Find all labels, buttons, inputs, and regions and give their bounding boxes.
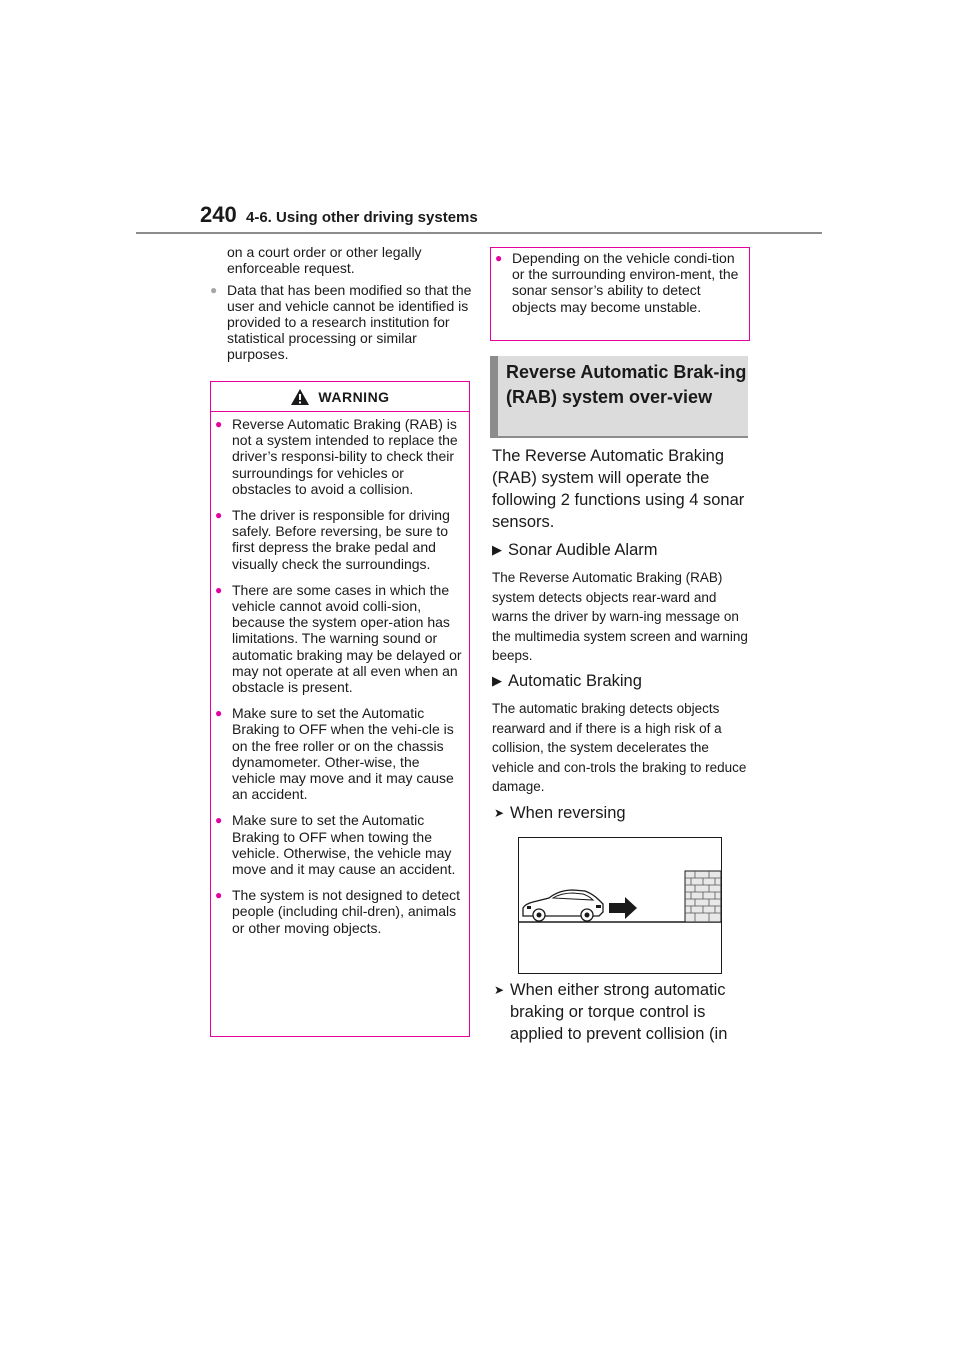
list-item (210, 282, 472, 362)
arrow-bullet-icon: ➤ (494, 983, 505, 997)
arrow-bullet-icon: ➤ (494, 806, 505, 820)
continued-text: on a court order or other legally enforceable request. (227, 244, 422, 276)
list-item (215, 507, 463, 572)
case-text: When reversing (510, 804, 626, 822)
bullet-icon: ● (215, 417, 223, 431)
warning-header (211, 382, 469, 412)
bullet-icon: ● (215, 508, 223, 523)
case-item (494, 979, 750, 1045)
function-title-braking (492, 670, 642, 692)
function-title-sonar (492, 539, 658, 561)
list-item-text: The driver is responsible for driving safely. Before reversing, be sure to first depress the brake pedal and visually check the surroundings. (232, 507, 450, 572)
list-item (215, 812, 463, 877)
list-item (215, 887, 463, 936)
list-item-text: Make sure to set the Automatic Braking to OFF when towing the vehicle. Otherwise, the vehicle may move and it may cause an accident. (232, 812, 456, 878)
bullet-icon: ● (215, 813, 223, 828)
warning-title: WARNING (318, 388, 390, 405)
wall-icon (685, 871, 721, 922)
list-item-text: Reverse Automatic Braking (RAB) is not a system intended to replace the driver’s responsi-bility to check their surroundings for vehicles or obstacles to avoid a collision. (232, 416, 458, 497)
page-number: 240 (200, 202, 237, 227)
bullet-icon: ● (495, 251, 503, 265)
triangle-bullet-icon: ▶ (492, 542, 502, 557)
triangle-bullet-icon: ▶ (492, 673, 502, 688)
warning-body (211, 412, 469, 936)
bullet-icon: ● (215, 582, 223, 597)
case-item (494, 802, 626, 824)
info-box (490, 247, 750, 341)
car-icon (523, 890, 603, 921)
list-item (215, 416, 463, 497)
direction-arrow-icon (609, 897, 637, 919)
list-item-text: The system is not designed to detect people (including chil-dren), animals or other moving objects. (232, 887, 461, 936)
left-column (210, 244, 472, 362)
list-item-text: Depending on the vehicle condi-tion or the surrounding environ-ment, the sonar sensor’s ability to detect objects may become unstable. (512, 250, 739, 315)
list-item (495, 250, 743, 315)
warning-box (210, 381, 470, 1037)
bullet-icon: ● (210, 283, 218, 297)
warning-icon (290, 388, 310, 406)
case-text: When either strong automatic braking or torque control is applied to prevent collision (in (510, 981, 728, 1043)
bullet-icon: ● (215, 706, 223, 721)
reversing-illustration (518, 837, 722, 974)
heading-text: Reverse Automatic Brak-ing (RAB) system over-view (506, 362, 747, 407)
function-desc-braking: The automatic braking detects objects rearward and if there is a high risk of a collision, the system decelerates the vehicle and con-trols the braking to reduce damage. (492, 701, 747, 794)
car-reversing-diagram (519, 838, 721, 973)
function-desc-sonar: The Reverse Automatic Braking (RAB) system detects objects rear-ward and warns the driver by warn-ing message on the multimedia system screen and warning beeps. (492, 570, 748, 663)
function-title-text: Sonar Audible Alarm (508, 541, 658, 559)
bullet-icon: ● (215, 888, 223, 903)
header-divider (136, 232, 822, 234)
section-heading (490, 356, 748, 438)
function-title-text: Automatic Braking (508, 672, 642, 690)
list-item (215, 582, 463, 695)
list-item-text: Make sure to set the Automatic Braking to OFF when the vehi-cle is on the free roller or on the chassis dynamometer. Other-wise, the vehicle may move and it may cause an accident. (232, 705, 454, 803)
intro-paragraph: The Reverse Automatic Braking (RAB) system will operate the following 2 functions using 4 sonar sensors. (492, 447, 745, 531)
list-item-text: There are some cases in which the vehicle cannot avoid colli-sion, because the system oper-ation has limitations. The warning sound or automatic braking may be delayed or may not operate at all even when an obstacle is present. (232, 581, 462, 696)
section-title: 4-6. Using other driving systems (246, 209, 478, 226)
list-item (215, 705, 463, 802)
list-item-text: Data that has been modified so that the user and vehicle cannot be identified is provided to a research institution for statistical processing or similar purposes. (227, 282, 472, 362)
